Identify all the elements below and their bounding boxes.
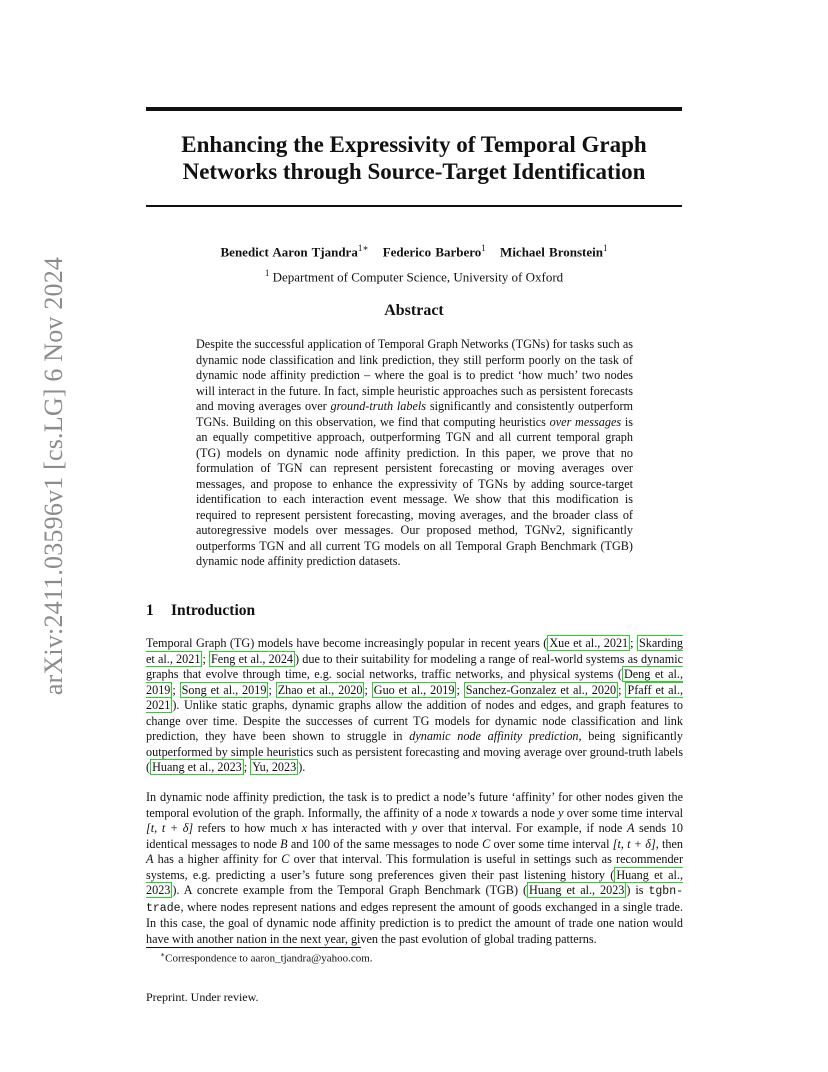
preprint-note: Preprint. Under review. <box>146 990 259 1004</box>
citation-link[interactable]: Zhao et al., 2020 <box>277 682 363 697</box>
math-inline: y <box>411 821 418 835</box>
title-line-1: Enhancing the Expressivity of Temporal Graph <box>181 132 647 157</box>
author-affiliation-mark: 1 <box>603 243 608 253</box>
citation-link[interactable]: Skarding et al., 2021 <box>146 636 684 666</box>
arxiv-identifier-stamp: arXiv:2411.03596v1 [cs.LG] 6 Nov 2024 <box>39 256 68 696</box>
author-name: Michael Bronstein <box>500 244 603 260</box>
math-inline: A <box>146 852 154 866</box>
math-inline: A <box>626 821 635 835</box>
math-inline: C <box>281 852 290 866</box>
dataset-name-code: tgbn-trade <box>146 885 683 915</box>
math-inline: [t, t + δ] <box>612 836 656 851</box>
emphasis: dynamic node affinity prediction <box>409 729 579 743</box>
affiliation <box>146 268 682 285</box>
citation-link[interactable]: Xue et al., 2021 <box>549 636 629 650</box>
abstract-text: Despite the successful application of Temporal Graph Networks (TGNs) for tasks such as dynamic node classification and link prediction, they still perform poorly on the task of dynamic node affinity prediction – where the goal is to predict ‘how much’ two nodes will interact in the future. In fact, simple heuristic approaches such as persistent forecasts and moving averages over ground-truth labels significantly and consistently outperform TGNs. Building on this observation, we find that computing heuristics over messages is an equally competitive approach, outperforming TGN and all current temporal graph (TG) models on dynamic node affinity prediction. In this paper, we prove that no formulation of TGN can represent persistent forecasting or moving averages over messages, and propose to enhance the expressivity of TGNs by adding source-target identification to each interaction event message. We show that this modification is required to represent persistent forecasting, moving averages, and the broader class of autoregressive models over messages. Our proposed method, TGNv2, significantly outperforms TGN and all current TG models on all Temporal Graph Benchmark (TGB) dynamic node affinity prediction datasets. <box>196 337 633 568</box>
section-heading-introduction <box>146 602 255 620</box>
math-inline: C <box>482 836 491 851</box>
author-name: Federico Barbero <box>382 244 482 260</box>
math-inline: x <box>471 805 478 820</box>
section-number: 1 <box>146 602 154 619</box>
emphasis: ground-truth labels <box>330 399 427 413</box>
citation-link[interactable]: Huang et al., 2023 <box>146 867 683 897</box>
author-affiliation-mark: 1∗ <box>357 243 369 253</box>
author-list <box>146 243 682 260</box>
citation-link[interactable]: Deng et al., 2019 <box>146 667 683 697</box>
citation-link[interactable]: Song et al., 2019 <box>181 682 267 697</box>
affiliation-mark: 1 <box>264 268 270 278</box>
emphasis: over messages <box>549 414 622 429</box>
citation-link[interactable]: Huang et al., 2023 <box>152 760 242 774</box>
title-top-rule <box>146 107 682 111</box>
section-title: Introduction <box>171 602 256 619</box>
citation-link[interactable]: Pfaff et al., 2021 <box>146 682 684 712</box>
title-line-2: Networks through Source-Target Identification <box>182 159 646 184</box>
citation-link[interactable]: Huang et al., 2023 <box>529 883 625 897</box>
abstract-heading: Abstract <box>384 302 444 319</box>
footnote-text: Correspondence to aaron_tjandra@yahoo.com. <box>165 952 373 965</box>
footnote-mark: ∗ <box>160 950 166 959</box>
citation-link[interactable]: Yu, 2023 <box>252 760 297 774</box>
math-inline: x <box>301 821 308 835</box>
math-inline: B <box>280 836 288 851</box>
affiliation-text: Department of Computer Science, University of Oxford <box>272 269 564 285</box>
citation-link[interactable]: Feng et al., 2024 <box>211 651 294 666</box>
title-bottom-rule <box>146 205 682 207</box>
author-affiliation-mark: 1 <box>481 243 486 253</box>
intro-paragraph-2: In dynamic node affinity prediction, the task is to predict a node’s future ‘affinity’ for other nodes given the temporal evolution of the graph. Informally, the affinity of a node x towards a node y over some time interval [t, t + δ] refers to how much x has interacted with y over that interval. For example, if node A sends 10 identical messages to node B and 100 of the same messages to node C over some time interval [t, t + δ], then A has a higher affinity for C over that interval. This formulation is useful in settings such as recommender systems, e.g. predicting a user’s future song preferences given their past listening history ( Huang et al., 2023 ). A concrete example from the Temporal Graph Benchmark (TGB) ( Huang et al., 2023 ) is tgbn-trade, where nodes represent nations and edges represent the amount of goods exchanged in a single trade. In this case, the goal of dynamic node affinity prediction is to predict the amount of trade one nation would have with another nation in the next year, given the past evolution of global trading patterns. <box>146 790 684 946</box>
citation-link[interactable]: Sanchez-Gonzalez et al., 2020 <box>465 682 617 697</box>
citation-link[interactable]: Guo et al., 2019 <box>373 682 455 697</box>
intro-paragraph-1: Temporal Graph (TG) models have become increasingly popular in recent years ( Xue et al., 2021 ; Skarding et al., 2021 ; Feng et al., 2024 ) due to their suitability for modeling a range of real-world systems as dynamic graphs that evolve through time, e.g. social networks, traffic networks, and physical systems ( Deng et al., 2019 ; Song et al., 2019 ; Zhao et al., 2020 ; Guo et al., 2019 ; Sanchez-Gonzalez et al., 2020 ; Pfaff et al., 2021 ). Unlike static graphs, dynamic graphs allow the addition of nodes and edges, and graph features to change over time. Despite the successes of current TG models for dynamic node classification and link prediction, they have been shown to struggle in dynamic node affinity prediction, being significantly outperformed by simple heuristics such as persistent forecasting and moving average over ground-truth labels ( Huang et al., 2023 ; Yu, 2023 ). <box>146 636 684 774</box>
footnote-rule <box>146 947 361 948</box>
math-inline: [t, t + δ] <box>146 821 194 835</box>
math-inline: y <box>558 805 564 820</box>
paper-title <box>146 131 682 185</box>
footnote <box>160 950 373 965</box>
author-name: Benedict Aaron Tjandra <box>220 244 358 260</box>
